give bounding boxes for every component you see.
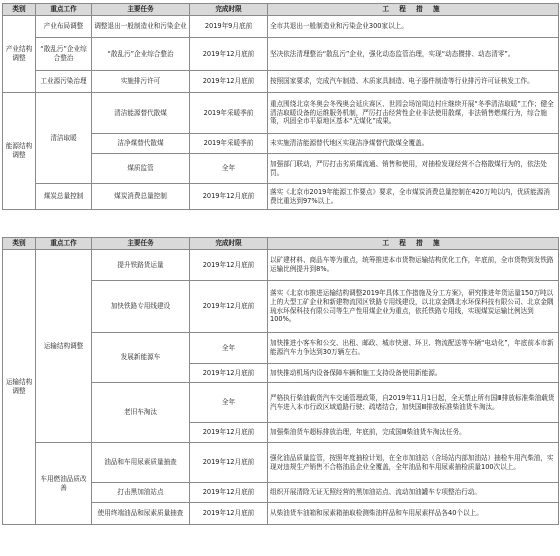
measure-cell: 落实《北京市2019年能源工作要点》要求，全市煤炭消费总量控制在420万吨以内，优质能源消费比重达到97%以上。 <box>268 184 559 210</box>
key-work-cell: 工业源污染治理 <box>36 71 92 93</box>
deadline-cell: 全年 <box>190 154 268 184</box>
header-main-task: 主要任务 <box>92 238 190 250</box>
measure-cell: 加快推动机场内设备保障车辆和施工支持设备使用新能源。 <box>268 364 559 383</box>
measure-cell: 严格执行柴油载货汽车交通管理政策，自2019年11月1日起，全天禁止所有国Ⅲ排放标准柴油载货汽车进入本市行政区域道路行驶；疏堵结合，加快国Ⅲ排放标准柴油货车淘汰。 <box>268 383 559 423</box>
key-work-cell: 车用燃油品质改善 <box>36 443 92 525</box>
deadline-cell: 2019年12月底前 <box>190 483 268 503</box>
task-cell: 使用终端油品和尿素质量抽查 <box>92 503 190 525</box>
task-cell: 洁净煤替代散煤 <box>92 134 190 154</box>
key-work-cell: 产业布局调整 <box>36 16 92 38</box>
deadline-cell: 2019年9月底前 <box>190 16 268 38</box>
deadline-cell: 2019年采暖季前 <box>190 93 268 134</box>
key-work-cell: “散乱污”企业综合整治 <box>36 38 92 71</box>
task-cell: 发展新能源车 <box>92 333 190 383</box>
measure-cell: 加快推进小客车和公交、出租、邮政、城市快递、环卫、物流配送等车辆“电动化”，年底前本市新能源汽车力争达到30万辆左右。 <box>268 333 559 364</box>
measure-cell: 以矿建材料、商品车等为重点，统筹推进本市货物运输结构优化工作，年底前，全市货物到发铁路运输比例提升到8%。 <box>268 250 559 281</box>
header-category: 类别 <box>3 4 36 16</box>
task-cell: 煤炭消费总量控制 <box>92 184 190 210</box>
task-cell: 加快铁路专用线建设 <box>92 281 190 333</box>
measure-cell: 强化油品质量监管，按照年度抽检计划，在全市加油站（含场站内部加油站）抽检车用汽柴油，实现对违规生产销售不合格油品企业全覆盖，全年油品和车用尿素抽检质量100次以上。 <box>268 443 559 483</box>
deadline-cell: 2019年12月底前 <box>190 184 268 210</box>
key-work-cell: 清洁取暖 <box>36 93 92 184</box>
key-work-cell: 煤炭总量控制 <box>36 184 92 210</box>
task-cell: 打击黑加油站点 <box>92 483 190 503</box>
measure-cell: 坚决依法清理整治“散乱污”企业，强化动态监管治理，实现“动态攒排、动态清零”。 <box>268 38 559 71</box>
table-row <box>3 443 559 483</box>
deadline-cell: 2019年12月底前 <box>190 71 268 93</box>
task-cell: 煤质监管 <box>92 154 190 184</box>
table-row <box>3 250 559 281</box>
measure-cell: 重点围绕北京冬奥会冬残奥会延庆赛区、世园会场馆周边村庄继续开展“冬季清洁取暖”工作；健全清洁取暖设备的运维服务机制，严厉打击经营性企业非法使用散煤，非法销售燃煤行为，综合施策，巩固全市平原地区基本“无煤化”成果。 <box>268 93 559 134</box>
key-work-cell: 运输结构调整 <box>36 250 92 443</box>
header-category: 类别 <box>3 238 36 250</box>
deadline-cell: 2019年12月底前 <box>190 364 268 383</box>
header-measures: 工 程 措 施 <box>268 4 559 16</box>
header-deadline: 完成时限 <box>190 238 268 250</box>
task-cell: 油品和车用尿素质量抽查 <box>92 443 190 483</box>
task-cell: 提升铁路货运量 <box>92 250 190 281</box>
deadline-cell: 2019年12月底前 <box>190 250 268 281</box>
deadline-cell: 全年 <box>190 333 268 364</box>
task-cell: “散乱污”企业综合整治 <box>92 38 190 71</box>
task-cell: 调整退出一般制造业和污染企业 <box>92 16 190 38</box>
measure-cell: 落实《北京市推进运输结构调整2019年具体工作措施及分工方案》，研究推进年货运量150万吨以上的大型工矿企业和新建物流园区铁路专用线建设，以北京金隅北水环保科技有限公司、北京金隅琉水环保科技有限公司等生产性用煤企业为重点，依托铁路专用线，实现煤炭运输比例达到100%。 <box>268 281 559 333</box>
deadline-cell: 2019年12月底前 <box>190 503 268 525</box>
table-row <box>3 184 559 210</box>
measure-cell: 组织开展清除无证无照经营的黑加油站点、流动加油罐车专项整治行动。 <box>268 483 559 503</box>
table-header-row <box>3 4 559 16</box>
deadline-cell: 2019年12月底前 <box>190 443 268 483</box>
table-row <box>3 71 559 93</box>
deadline-cell: 2019年采暖季前 <box>190 134 268 154</box>
task-cell: 清洁能源替代散煤 <box>92 93 190 134</box>
deadline-cell: 全年 <box>190 383 268 423</box>
task-cell: 实施排污许可 <box>92 71 190 93</box>
header-key-work: 重点工作 <box>36 4 92 16</box>
task-cell: 老旧车淘汰 <box>92 383 190 443</box>
table-row <box>3 16 559 38</box>
table-row <box>3 38 559 71</box>
table-header-row <box>3 238 559 250</box>
deadline-cell: 2019年12月底前 <box>190 423 268 443</box>
header-measures: 工 程 措 施 <box>268 238 559 250</box>
measure-cell: 从柴油货车油箱和尿素箱抽取检测柴油样品和车用尿素样品各40个以上。 <box>268 503 559 525</box>
deadline-cell: 2019年12月底前 <box>190 38 268 71</box>
measure-cell: 未实施清洁能源替代地区实现洁净煤替代散煤全覆盖。 <box>268 134 559 154</box>
category-cell: 运输结构调整 <box>3 250 36 525</box>
category-cell: 产业结构调整 <box>3 16 36 93</box>
header-deadline: 完成时限 <box>190 4 268 16</box>
deadline-cell: 2019年12月底前 <box>190 281 268 333</box>
header-key-work: 重点工作 <box>36 238 92 250</box>
header-main-task: 主要任务 <box>92 4 190 16</box>
measure-cell: 按照国家要求，完成汽车制造、木质家具制造、电子器件制造等行业排污许可证核发工作。 <box>268 71 559 93</box>
category-cell: 能源结构调整 <box>3 93 36 210</box>
measure-cell: 全市共退出一般制造业和污染企业300家以上。 <box>268 16 559 38</box>
measures-table-industry-energy <box>2 3 559 210</box>
table-row <box>3 93 559 134</box>
measure-cell: 加强部门联动，严厉打击劣质煤流通、销售和使用，对抽检发现经营不合格散煤行为的，依法处罚。 <box>268 154 559 184</box>
measure-cell: 加强柴油货车超标排放治理，年底前，完成国Ⅲ柴油货车淘汰任务。 <box>268 423 559 443</box>
measures-table-transport <box>2 237 559 525</box>
